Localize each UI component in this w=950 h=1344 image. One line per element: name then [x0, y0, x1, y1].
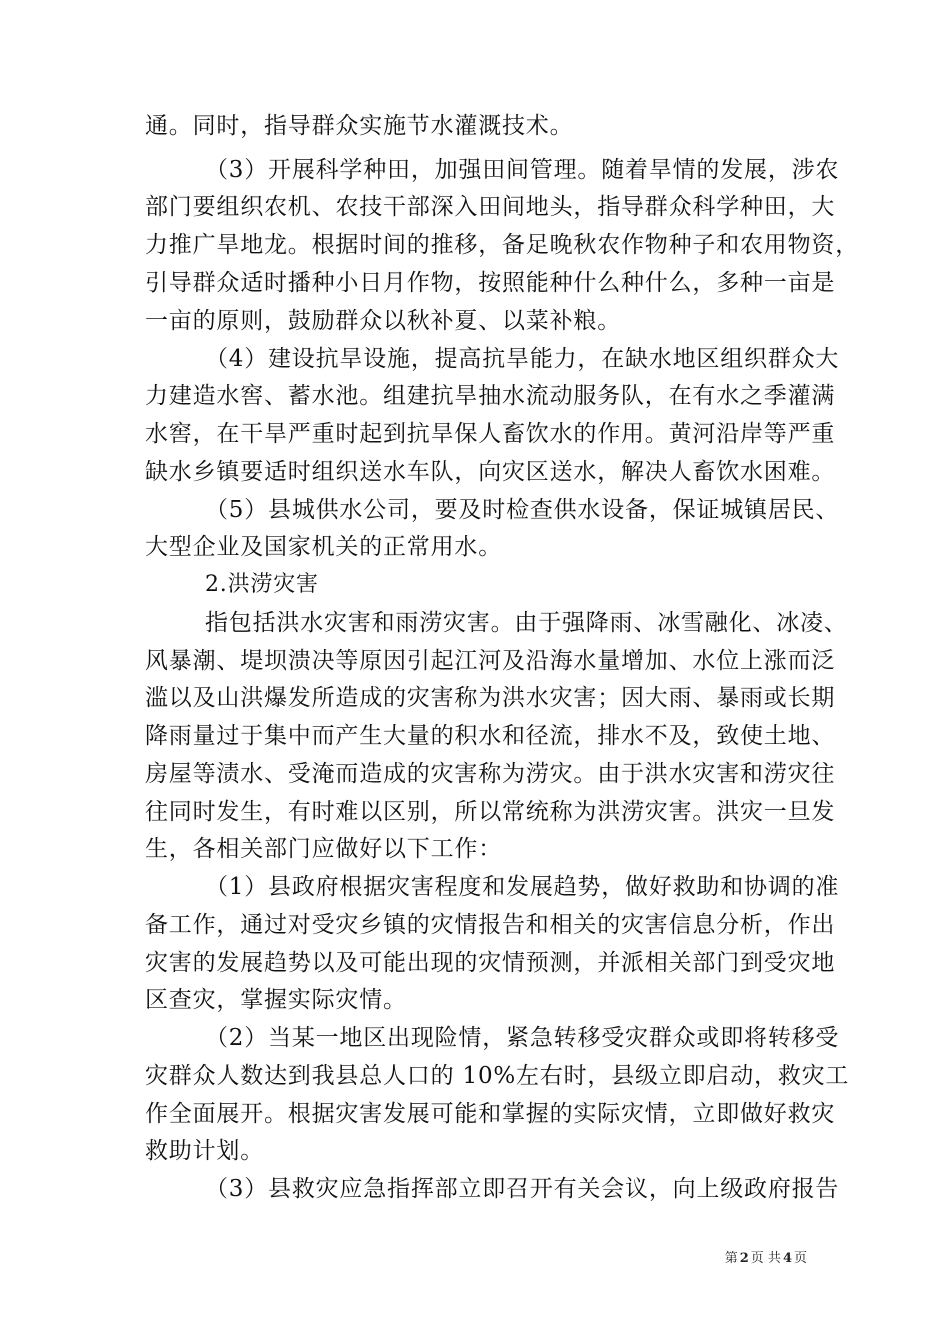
- text-line: 备工作，通过对受灾乡镇的灾情报告和相关的灾害信息分析，作出: [145, 912, 836, 938]
- text-line: 一亩的原则，鼓励群众以秋补夏、以菜补粮。: [145, 308, 621, 334]
- text-line: 往同时发生，有时难以区别，所以常统称为洪涝灾害。洪灾一旦发: [145, 799, 836, 825]
- text-line: 通。同时，指导群众实施节水灌溉技术。: [145, 113, 574, 139]
- page-footer: [725, 1250, 807, 1268]
- text-line: （1）县政府根据灾害程度和发展趋势，做好救助和协调的准: [205, 874, 840, 900]
- text-line: 引导群众适时播种小日月作物，按照能种什么种什么，多种一亩是: [145, 270, 836, 296]
- text-line: （3）开展科学种田，加强田间管理。随着旱情的发展，涉农: [205, 157, 840, 183]
- text-line: （5）县城供水公司，要及时检查供水设备，保证城镇居民、: [205, 497, 840, 523]
- text-line: 力推广旱地龙。根据时间的推移，备足晚秋农作物种子和农用物资，: [145, 232, 859, 258]
- text-line: 房屋等渍水、受淹而造成的灾害称为涝灾。由于洪水灾害和涝灾往: [145, 761, 836, 787]
- text-line: （3）县救灾应急指挥部立即召开有关会议，向上级政府报告: [205, 1176, 840, 1202]
- text-line: （4）建设抗旱设施，提高抗旱能力，在缺水地区组织群众大: [205, 346, 840, 372]
- text-line: 水窖，在干旱严重时起到抗旱保人畜饮水的作用。黄河沿岸等严重: [145, 421, 836, 447]
- text-line: 滥以及山洪爆发所造成的灾害称为洪水灾害；因大雨、暴雨或长期: [145, 685, 836, 711]
- text-line: 灾群众人数达到我县总人口的 10%左右时，县级立即启动，救灾工: [145, 1063, 850, 1089]
- text-line: 部门要组织农机、农技干部深入田间地头，指导群众科学种田，大: [145, 194, 836, 220]
- text-line: 指包括洪水灾害和雨涝灾害。由于强降雨、冰雪融化、冰凌、: [205, 610, 848, 636]
- footer-total-pages: 4: [782, 1251, 792, 1266]
- text-line: 区查灾，掌握实际灾情。: [145, 987, 407, 1013]
- text-line: 灾害的发展趋势以及可能出现的灾情预测，并派相关部门到受灾地: [145, 950, 836, 976]
- text-line: 作全面展开。根据灾害发展可能和掌握的实际灾情，立即做好救灾: [145, 1101, 836, 1127]
- text-line: 降雨量过于集中而产生大量的积水和径流，排水不及，致使土地、: [145, 723, 836, 749]
- footer-middle: 页 共: [750, 1251, 781, 1266]
- footer-prefix: 第: [724, 1251, 738, 1266]
- section-heading: 2.洪涝灾害: [205, 572, 319, 597]
- text-line: （2）当某一地区出现险情，紧急转移受灾群众或即将转移受: [205, 1025, 840, 1051]
- footer-suffix: 页: [793, 1251, 807, 1266]
- text-line: 缺水乡镇要适时组织送水车队，向灾区送水，解决人畜饮水困难。: [145, 459, 836, 485]
- text-line: 救助计划。: [145, 1138, 264, 1164]
- text-line: 大型企业及国家机关的正常用水。: [145, 534, 502, 560]
- text-line: 风暴潮、堤坝溃决等原因引起江河及沿海水量增加、水位上涨而泛: [145, 648, 836, 674]
- footer-page-number: 2: [739, 1251, 749, 1266]
- text-line: 力建造水窖、蓄水池。组建抗旱抽水流动服务队，在有水之季灌满: [145, 383, 836, 409]
- text-line: 生，各相关部门应做好以下工作：: [145, 836, 502, 862]
